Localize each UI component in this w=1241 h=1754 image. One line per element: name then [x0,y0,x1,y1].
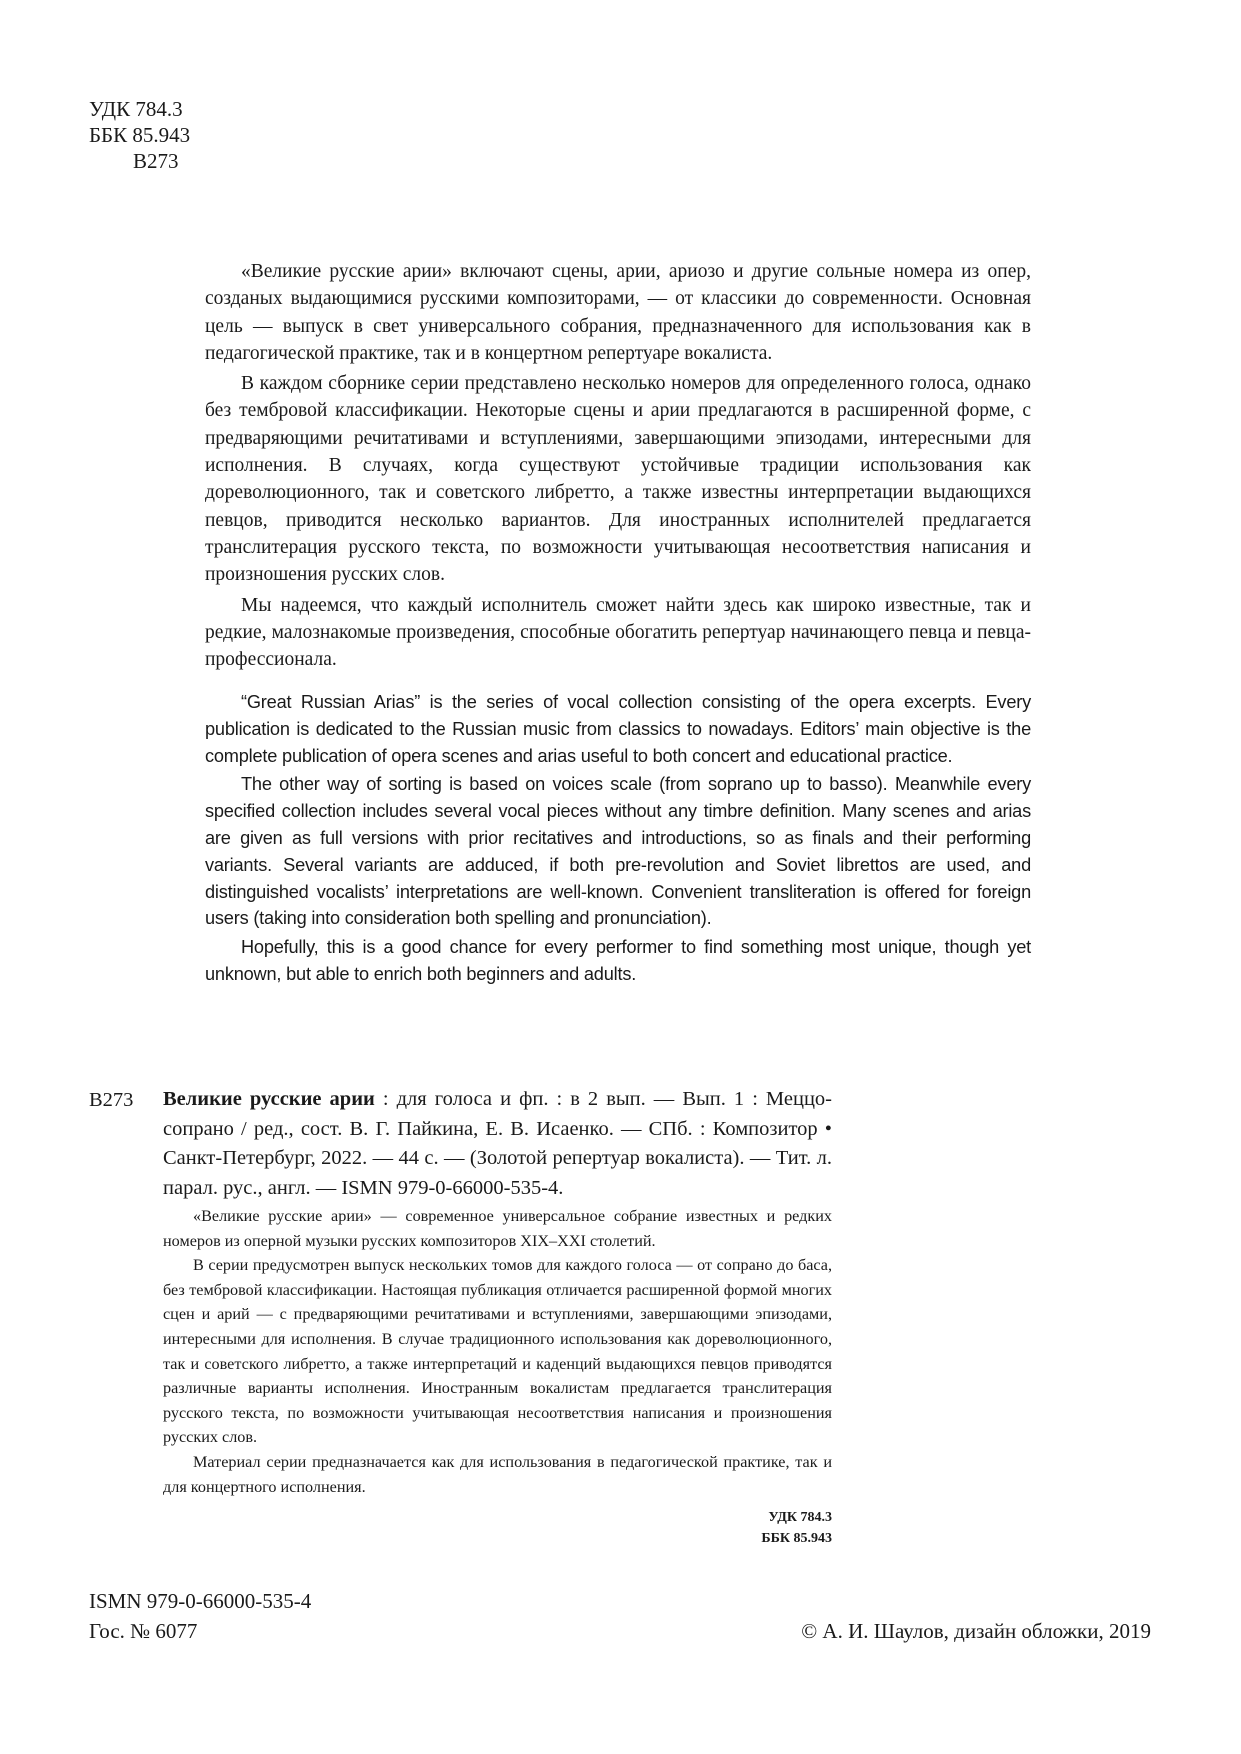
card-author-mark: В273 [89,1089,134,1111]
card-classification-codes [700,1507,832,1549]
card-title: Великие русские арии [163,1088,375,1110]
intro-ru-paragraph: Мы надеемся, что каждый исполнитель сможет найти здесь как широко известные, так и редкие, малознакомые произведения, способные обогатить репертуар начинающего певца и певца-профессионала. [205,594,1031,671]
card-description: : для голоса и фп. : в 2 вып. — Вып. 1 : Меццо-сопрано / ред., сост. В. Г. Пайкина, Е. В. Исаенко. — СПб. : Композитор • Санкт-Петербург, 2022. — 44 с. — (Золотой репертуар вокалиста). — Тит. л. парал. рус., англ. — ISMN 979-0-66000-535-4. [163,1088,832,1199]
annotation-paragraph: Материал серии предназначается как для использования в педагогической практике, так и для концертного исполнения. [163,1452,832,1496]
author-mark: В273 [133,149,179,173]
card-udk-code: УДК 784.3 [768,1510,832,1525]
copyright-notice: © А. И. Шаулов, дизайн обложки, 2019 [801,1619,1151,1643]
annotation-paragraph: «Великие русские арии» — современное универсальное собрание известных и редких номеров из оперной музыки русских композиторов XIX–XXI столетий. [163,1207,832,1250]
udk-code: УДК 784.3 [89,97,183,121]
intro-russian [205,258,1031,673]
card-bbk-code: ББК 85.943 [761,1531,832,1546]
intro-english [205,689,1031,988]
ismn-number: ISMN 979-0-66000-535-4 [89,1589,312,1613]
intro-ru-paragraph: В каждом сборнике серии представлено несколько номеров для определенного голоса, однако без тембровой классификации. Некоторые сцены и арии предлагаются в расширенной форме, с предваряющими речитативами и вступлениями, завершающими эпизодами, интересными для исполнения. В случаях, когда существуют устойчивые традиции использования как дореволюционного, так и советского либретто, а также известны интерпретации выдающихся певцов, приводится несколько вариантов. Для иностранных исполнителей предлагается транслитерация русского текста, по возможности учитывающая несоответствия написания и произношения русских слов. [205,373,1031,586]
classification-codes [89,96,190,174]
intro-ru-paragraph: «Великие русские арии» включают сцены, арии, ариозо и другие сольные номера из опер, созданых выдающимися русскими композиторами, — от классики до современности. Основная цель — выпуск в свет универсального собрания, предназначенного для использования как в педагогической практике, так и в концертном репертуаре вокалиста. [205,261,1031,364]
gos-number: Гос. № 6077 [89,1619,198,1643]
card-bibliographic-record [163,1085,832,1203]
intro-en-paragraph: Hopefully, this is a good chance for every performer to find something most unique, though yet unknown, but able to enrich both beginners and adults. [205,937,1031,984]
intro-en-paragraph: “Great Russian Arias” is the series of vocal collection consisting of the opera excerpts. Every publication is dedicated to the Russian music from classics to nowadays. Editors’ main objective is the complete publication of opera scenes and arias useful to both concert and educational practice. [205,692,1031,766]
card-annotation [163,1204,832,1499]
intro-en-paragraph: The other way of sorting is based on voices scale (from soprano up to basso). Meanwhile every specified collection includes several vocal pieces without any timbre definition. Many scenes and arias are given as full versions with prior recitatives and introductions, so as finals and their performing variants. Several variants are adduced, if both pre-revolution and Soviet librettos are used, and distinguished vocalists’ interpretations are well-known. Convenient transliteration is offered for foreign users (taking into consideration both spelling and pronunciation). [205,774,1031,929]
publication-numbers [89,1586,311,1646]
bbk-code: ББК 85.943 [89,123,191,147]
annotation-paragraph: В серии предусмотрен выпуск нескольких томов для каждого голоса — от сопрано до баса, без тембровой классификации. Настоящая публикация отличается расширенной формой многих сцен и арий — с предваряющими речитативами и вступлениями, завершающими эпизодами, интересными для исполнения. В случае традиционного использования как дореволюционного, так и советского либретто, а также интерпретаций и каденций выдающихся певцов приводятся различные варианты исполнения. Иностранным вокалистам предлагается транслитерация русского текста, по возможности учитывающая несоответствия написания и произношения русских слов. [163,1256,832,1447]
